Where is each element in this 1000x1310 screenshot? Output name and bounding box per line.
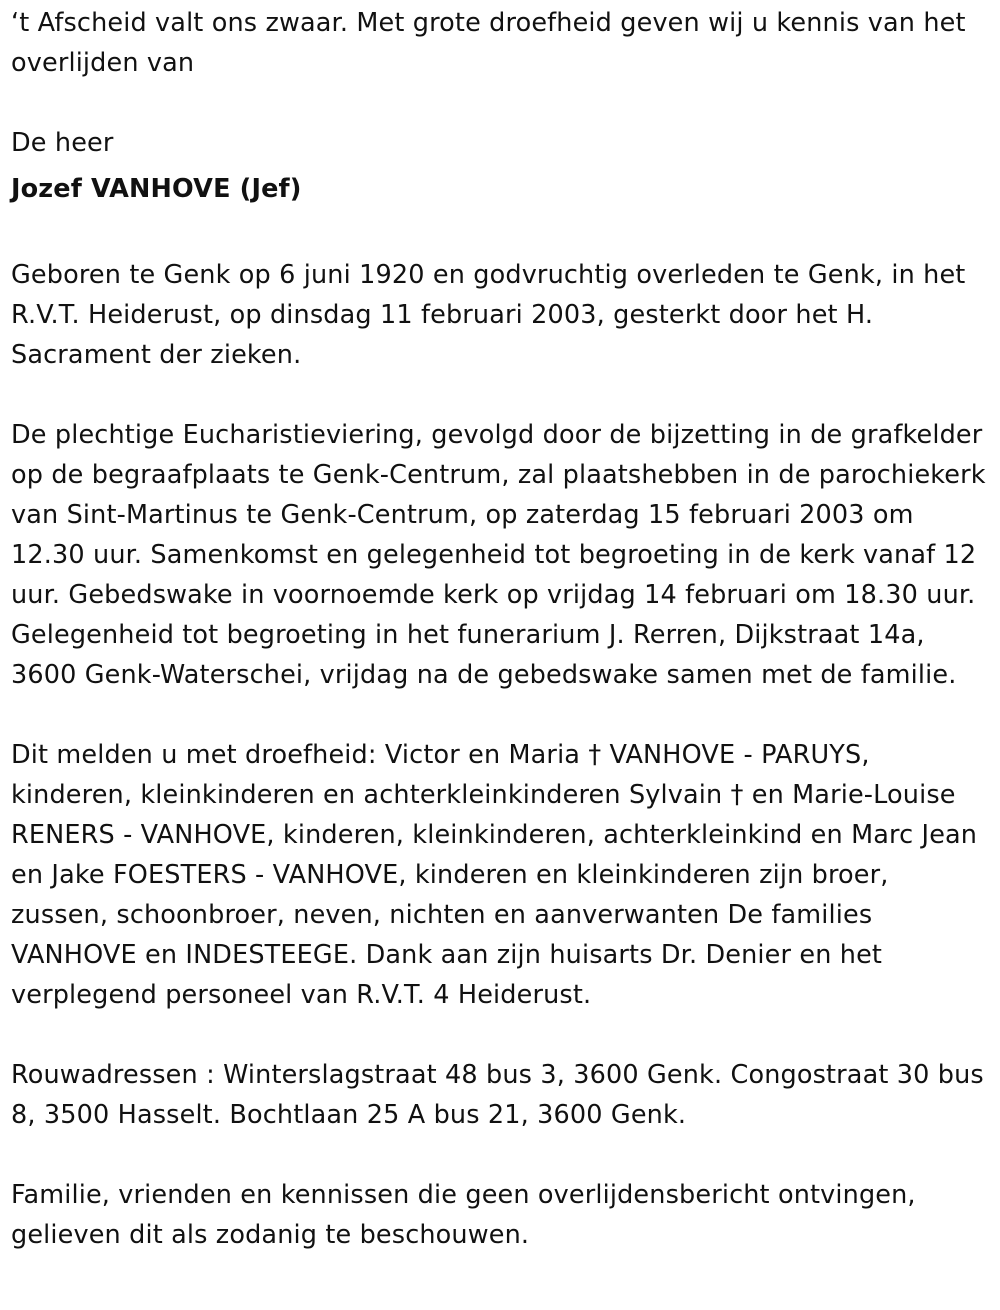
- closing-paragraph: Familie, vrienden en kennissen die geen overlijdensbericht ontvingen, gelieven dit als zodanig te beschouwen.: [11, 1180, 924, 1250]
- ceremony-paragraph: De plechtige Eucharistieviering, gevolgd door de bijzetting in de grafkelder op de begraafplaats te Genk-Centrum, zal plaatshebben in de parochiekerk van Sint-Martinus te Genk-Centrum, op zaterdag 15 februari 2003 om 12.30 uur. Samenkomst en gelegenheid tot begroeting in de kerk vanaf 12 uur. Gebedswake in voornoemde kerk op vrijdag 14 februari om 18.30 uur. Gelegenheid tot begroeting in het funerarium J. Rerren, Dijkstraat 14a, 3600 Genk-Waterschei, vrijdag na de gebedswake samen met de familie.: [11, 420, 994, 690]
- addresses-paragraph: Rouwadressen : Winterslagstraat 48 bus 3, 3600 Genk. Congostraat 30 bus 8, 3500 Hasselt. Bochtlaan 25 A bus 21, 3600 Genk.: [11, 1060, 993, 1130]
- salutation: De heer: [11, 128, 114, 158]
- intro-paragraph: ‘t Afscheid valt ons zwaar. Met grote droefheid geven wij u kennis van het overlijden van: [11, 8, 974, 78]
- deceased-name: Jozef VANHOVE (Jef): [11, 174, 302, 204]
- family-paragraph: Dit melden u met droefheid: Victor en Maria † VANHOVE - PARUYS, kinderen, kleinkinderen en achterkleinkinderen Sylvain † en Marie-Louise RENERS - VANHOVE, kinderen, kleinkinderen, achterkleinkind en Marc Jean en Jake FOESTERS - VANHOVE, kinderen en kleinkinderen zijn broer, zussen, schoonbroer, neven, nichten en aanverwanten De families VANHOVE en INDESTEEGE. Dank aan zijn huisarts Dr. Denier en het verplegend personeel van R.V.T. 4 Heiderust.: [11, 740, 986, 1010]
- birth-death-paragraph: Geboren te Genk op 6 juni 1920 en godvruchtig overleden te Genk, in het R.V.T. Heiderust, op dinsdag 11 februari 2003, gesterkt door het H. Sacrament der zieken.: [11, 260, 974, 370]
- obituary-document: [11, 3, 993, 1295]
